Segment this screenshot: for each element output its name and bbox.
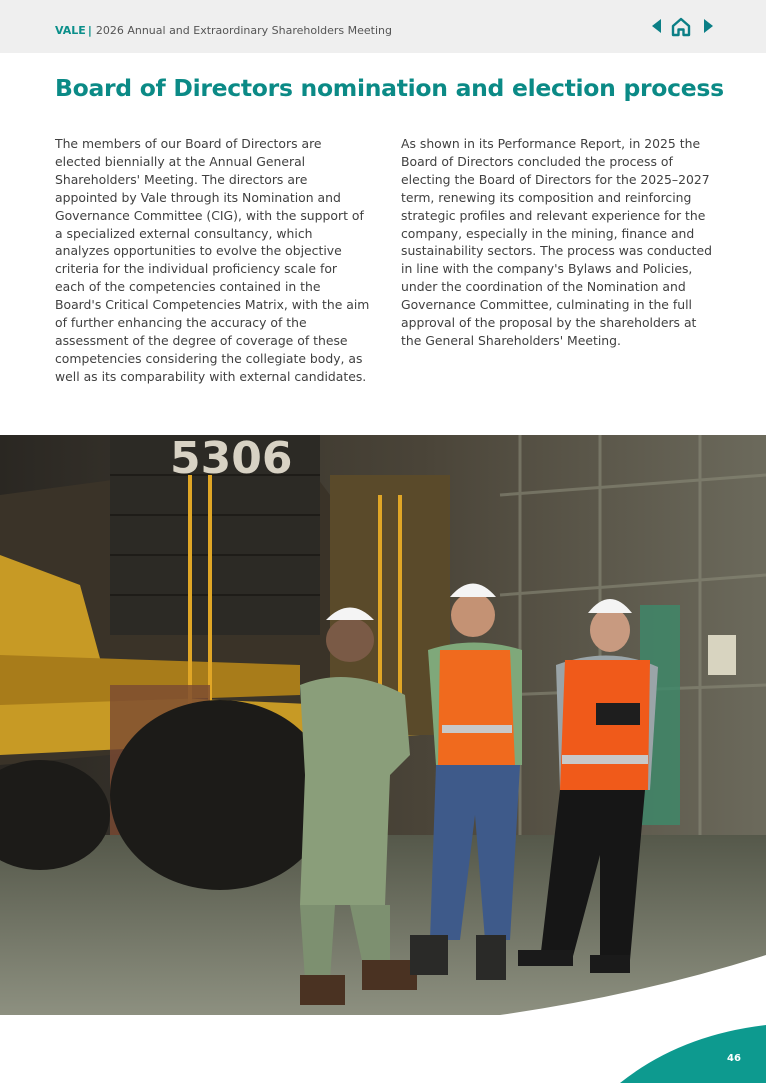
text-column-left [55,135,370,386]
brand-name: VALE [55,24,86,37]
header-bar [0,0,766,53]
text-column-right [401,135,716,350]
page-navigation [648,16,718,38]
body-paragraph: The members of our Board of Directors are elected biennially at the Annual General Shareholders' Meeting. The directors are appointed by Vale through its Nomination and Governance Committee (CIG), with the support of a specialized external consultancy, which analyzes opportunities to evolve the objective criteria for the individual proficiency scale for each of the competencies contained in the Board's Critical Competencies Matrix, with the aim of further enhancing the accuracy of the assessment of the degree of coverage of these competencies considering the collegiate body, as well as its comparability with external candidates. [55,136,370,384]
truck-number: 5306 [170,435,293,484]
home-icon[interactable] [670,16,692,38]
page-title: Board of Directors nomination and election process [55,74,724,102]
document-subtitle: 2026 Annual and Extraordinary Shareholders Meeting [95,24,392,37]
photo-workers-mining-truck [0,435,766,1015]
footer-wave-decoration [0,955,766,1083]
header-title [55,24,392,37]
triangle-left-icon[interactable] [652,19,661,33]
body-paragraph: As shown in its Performance Report, in 2025 the Board of Directors concluded the process of electing the Board of Directors for the 2025–2027 term, renewing its composition and reinforcing strategic profiles and relevant experience for the company, especially in the mining, finance and sustainability sectors. The process was conducted in line with the company's Bylaws and Policies, under the coordination of the Nomination and Governance Committee, culminating in the full approval of the proposal by the shareholders at the General Shareholders' Meeting. [401,136,712,348]
triangle-right-icon[interactable] [704,19,713,33]
brand-separator: | [87,24,92,37]
page-number: 46 [727,1053,741,1064]
